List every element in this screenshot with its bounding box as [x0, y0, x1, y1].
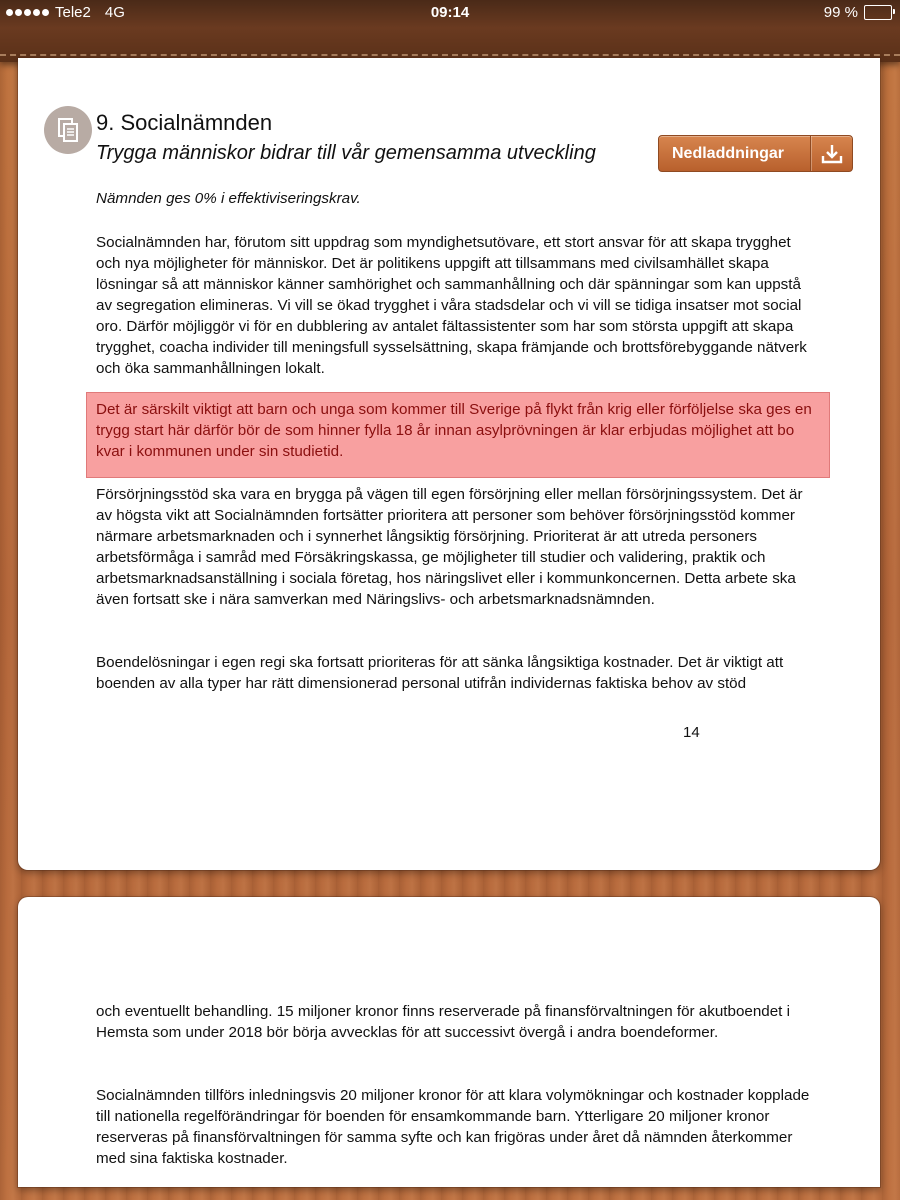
paragraph-continuation: och eventuellt behandling. 15 miljoner kronor finns reserverade på finansförvaltningen för akutboendet i Hemsta som under 2018 bör börja avvecklas för att successivt övergå i andra boendeformer. [96, 1003, 790, 1041]
highlighted-passage[interactable] [86, 392, 830, 478]
downloads-button-label: Nedladdningar [672, 144, 785, 162]
highlighted-text: Det är särskilt viktigt att barn och unga som kommer till Sverige på flykt från krig eller förföljelse ska ges en trygg start här därför bör de som hinner fylla 18 år innan asylprövningen är klar erbjudas möjlighet att bo kvar i kommunen under sin studietid. [96, 401, 812, 460]
efficiency-requirement: Nämnden ges 0% i effektiviseringskrav. [96, 190, 361, 207]
document-page-14[interactable] [18, 58, 880, 870]
paragraph-income-support: Försörjningsstöd ska vara en brygga på vägen till egen försörjning eller mellan försörjningssystem. Det är av högsta vikt att Socialnämnden fortsätter prioritera att personer som behöver försörjningsstöd kommer närmare arbetsmarknaden och i synnerhet långsiktig försörjning. Prioriterat är att utreda personers arbetsförmåga i samråd med Försäkringskassa, ge möjligheter till studier och validering, praktik och arbetsmarknadsanställning i sociala företag, hos näringslivet eller i kommunkoncernen. Detta arbete ska även fortsatt ske i nära samverkan med Näringslivs- och arbetsmarknadsnämnden. [96, 486, 803, 608]
battery-percent: 99 % [823, 4, 858, 21]
page-subtitle: Trygga människor bidrar till vår gemensamma utveckling [96, 142, 596, 164]
page-number: 14 [683, 724, 700, 741]
network-label: 4G [104, 4, 125, 21]
download-icon[interactable] [811, 144, 852, 164]
status-time: 09:14 [430, 4, 470, 21]
battery-icon [864, 5, 892, 20]
page-title: 9. Socialnämnden [96, 110, 273, 135]
document-icon[interactable] [44, 106, 92, 154]
status-bar [0, 0, 900, 62]
downloads-button[interactable] [658, 135, 853, 172]
status-right [824, 4, 892, 21]
paragraph-funding: Socialnämnden tillförs inledningsvis 20 miljoner kronor för att klara volymökningar och kostnader kopplade till nationella regelförändringar för boenden för ensamkommande barn. Ytterligare 20 miljoner kronor reserveras på finansförvaltningen för samma syfte och kan frigöras under året då nämnden återkommer med sina faktiska kostnader. [96, 1087, 810, 1167]
document-page-15[interactable] [18, 897, 880, 1187]
paragraph-housing: Boendelösningar i egen regi ska fortsatt prioriteras för att sänka långsiktiga kostnader. Det är viktigt att boenden av alla typer har rätt dimensionerad personal utifrån individernas faktiska behov av stöd [96, 654, 784, 692]
carrier-label: Tele2 [55, 4, 91, 21]
paragraph-intro: Socialnämnden har, förutom sitt uppdrag som myndighetsutövare, ett stort ansvar för att skapa trygghet och nya möjligheter för människor. Det är politikens uppgift att tillsammans med civilsamhället skapa lösningar så att människor känner samhörighet och sammanhållning och där spänningar som kan uppstå av segregation elimineras. Vi vill se ökad trygghet i våra stadsdelar och vi vill se tidiga insatser mot social oro. Därför möjliggör vi för en dubblering av antalet fältassistenter som har som största uppgift att skapa trygghet, coacha individer till meningsfull sysselsättning, skapa främjande och brottsförebyggande nätverk och öka sammanhållningen lokalt. [96, 234, 807, 377]
